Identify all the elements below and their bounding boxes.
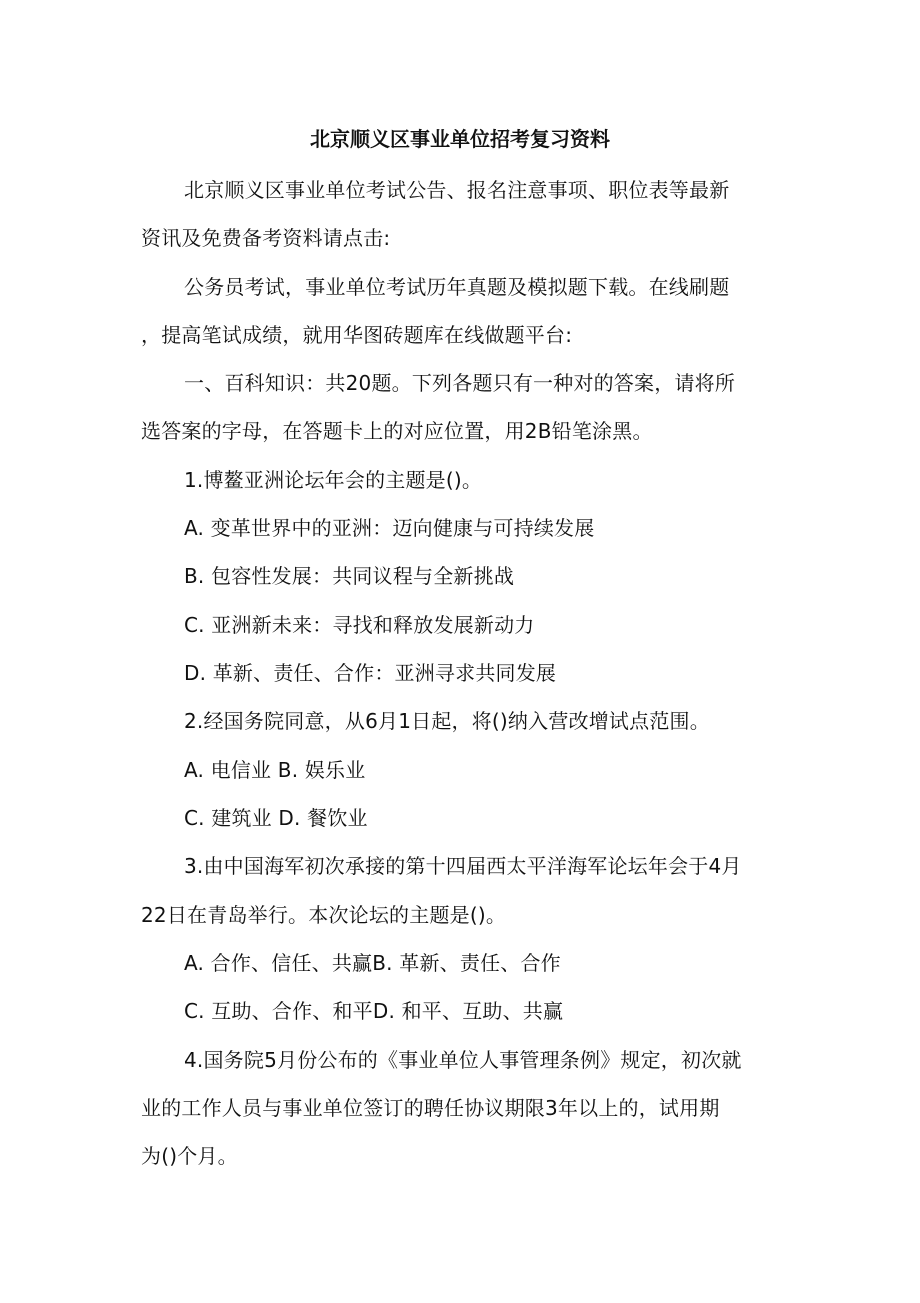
question-4-stem-line-2: 业的工作人员与事业单位签订的聘任协议期限3年以上的，试用期	[141, 1096, 720, 1120]
question-3-options-ab: A. 合作、信任、共赢B. 革新、责任、合作	[184, 951, 561, 975]
section-heading-line-2: 选答案的字母，在答题卡上的对应位置，用2B铅笔涂黑。	[141, 419, 653, 443]
question-1-option-b: B. 包容性发展：共同议程与全新挑战	[184, 564, 515, 588]
page-title: 北京顺义区事业单位招考复习资料	[310, 127, 610, 151]
question-2-stem: 2.经国务院同意，从6月1日起，将()纳入营改增试点范围。	[184, 709, 710, 733]
question-1-option-d: D. 革新、责任、合作：亚洲寻求共同发展	[184, 661, 557, 685]
question-2-options-cd: C. 建筑业 D. 餐饮业	[184, 806, 368, 830]
question-1-stem: 1.博鳌亚洲论坛年会的主题是()。	[184, 468, 483, 492]
question-3-stem-line-2: 22日在青岛举行。本次论坛的主题是()。	[141, 903, 507, 927]
intro-line-1: 北京顺义区事业单位考试公告、报名注意事项、职位表等最新	[184, 178, 730, 202]
section-heading-line-1: 一、百科知识：共20题。下列各题只有一种对的答案，请将所	[184, 371, 736, 395]
question-2-options-ab: A. 电信业 B. 娱乐业	[184, 758, 366, 782]
question-4-stem-line-1: 4.国务院5月份公布的《事业单位人事管理条例》规定，初次就	[184, 1048, 742, 1072]
promo-line-2: ，提高笔试成绩，就用华图砖题库在线做题平台:	[141, 323, 573, 347]
intro-line-2: 资讯及免费备考资料请点击:	[141, 226, 391, 250]
question-3-options-cd: C. 互助、合作、和平D. 和平、互助、共赢	[184, 999, 564, 1023]
question-4-stem-line-3: 为()个月。	[141, 1144, 238, 1168]
promo-line-1: 公务员考试，事业单位考试历年真题及模拟题下载。在线刷题	[184, 275, 730, 299]
question-1-option-c: C. 亚洲新未来：寻找和释放发展新动力	[184, 613, 535, 637]
question-3-stem-line-1: 3.由中国海军初次承接的第十四届西太平洋海军论坛年会于4月	[184, 854, 742, 878]
question-1-option-a: A. 变革世界中的亚洲：迈向健康与可持续发展	[184, 516, 595, 540]
